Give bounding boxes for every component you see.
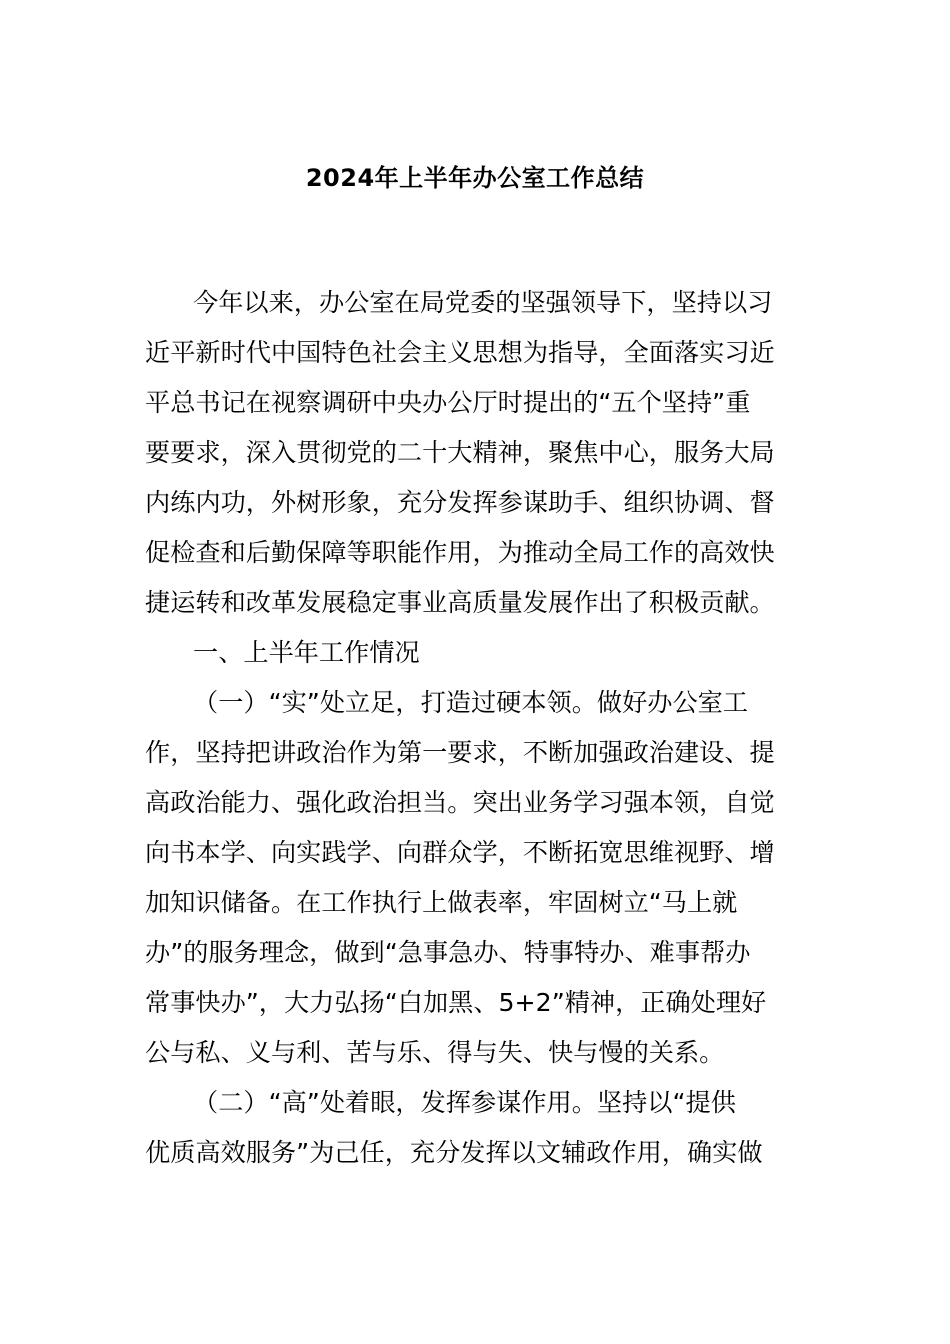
paragraph-line: 高政治能力、强化政治担当。突出业务学习强本领，自觉 [145,788,775,817]
paragraph-line: 优质高效服务”为己任，充分发挥以文辅政作用，确实做 [145,1138,763,1167]
paragraph-line: 捷运转和改革发展稳定事业高质量发展作出了积极贡献。 [145,588,775,617]
section-heading: 一、上半年工作情况 [193,638,420,667]
paragraph-line: 向书本学、向实践学、向群众学，不断拓宽思维视野、增 [145,838,775,867]
paragraph-line: 今年以来，办公室在局党委的坚强领导下，坚持以习 [193,288,773,317]
paragraph-line: 促检查和后勤保障等职能作用，为推动全局工作的高效快 [145,538,775,567]
paragraph-line: 加知识储备。在工作执行上做表率，牢固树立“马上就 [145,888,738,917]
paragraph-line: 办”的服务理念，做到“急事急办、特事特办、难事帮办 [145,938,751,967]
paragraph-line: 内练内功，外树形象，充分发挥参谋助手、组织协调、督 [145,488,775,517]
paragraph-line: 公与私、义与利、苦与乐、得与失、快与慢的关系。 [145,1038,725,1067]
paragraph-line: 平总书记在视察调研中央办公厅时提出的“五个坚持”重 [145,388,751,417]
document-title: 2024年上半年办公室工作总结 [305,164,645,192]
paragraph-line: 要要求，深入贯彻党的二十大精神，聚焦中心，服务大局 [145,438,775,467]
paragraph-line: 近平新时代中国特色社会主义思想为指导，全面落实习近 [145,338,775,367]
paragraph-line: 常事快办”，大力弘扬“白加黑、5+2”精神，正确处理好 [145,988,767,1017]
paragraph-line: 作，坚持把讲政治作为第一要求，不断加强政治建设、提 [145,738,775,767]
paragraph-line: （二）“高”处着眼，发挥参谋作用。坚持以“提供 [193,1088,736,1117]
document-body [145,278,807,1178]
paragraph-line: （一）“实”处立足，打造过硬本领。做好办公室工 [193,688,749,717]
